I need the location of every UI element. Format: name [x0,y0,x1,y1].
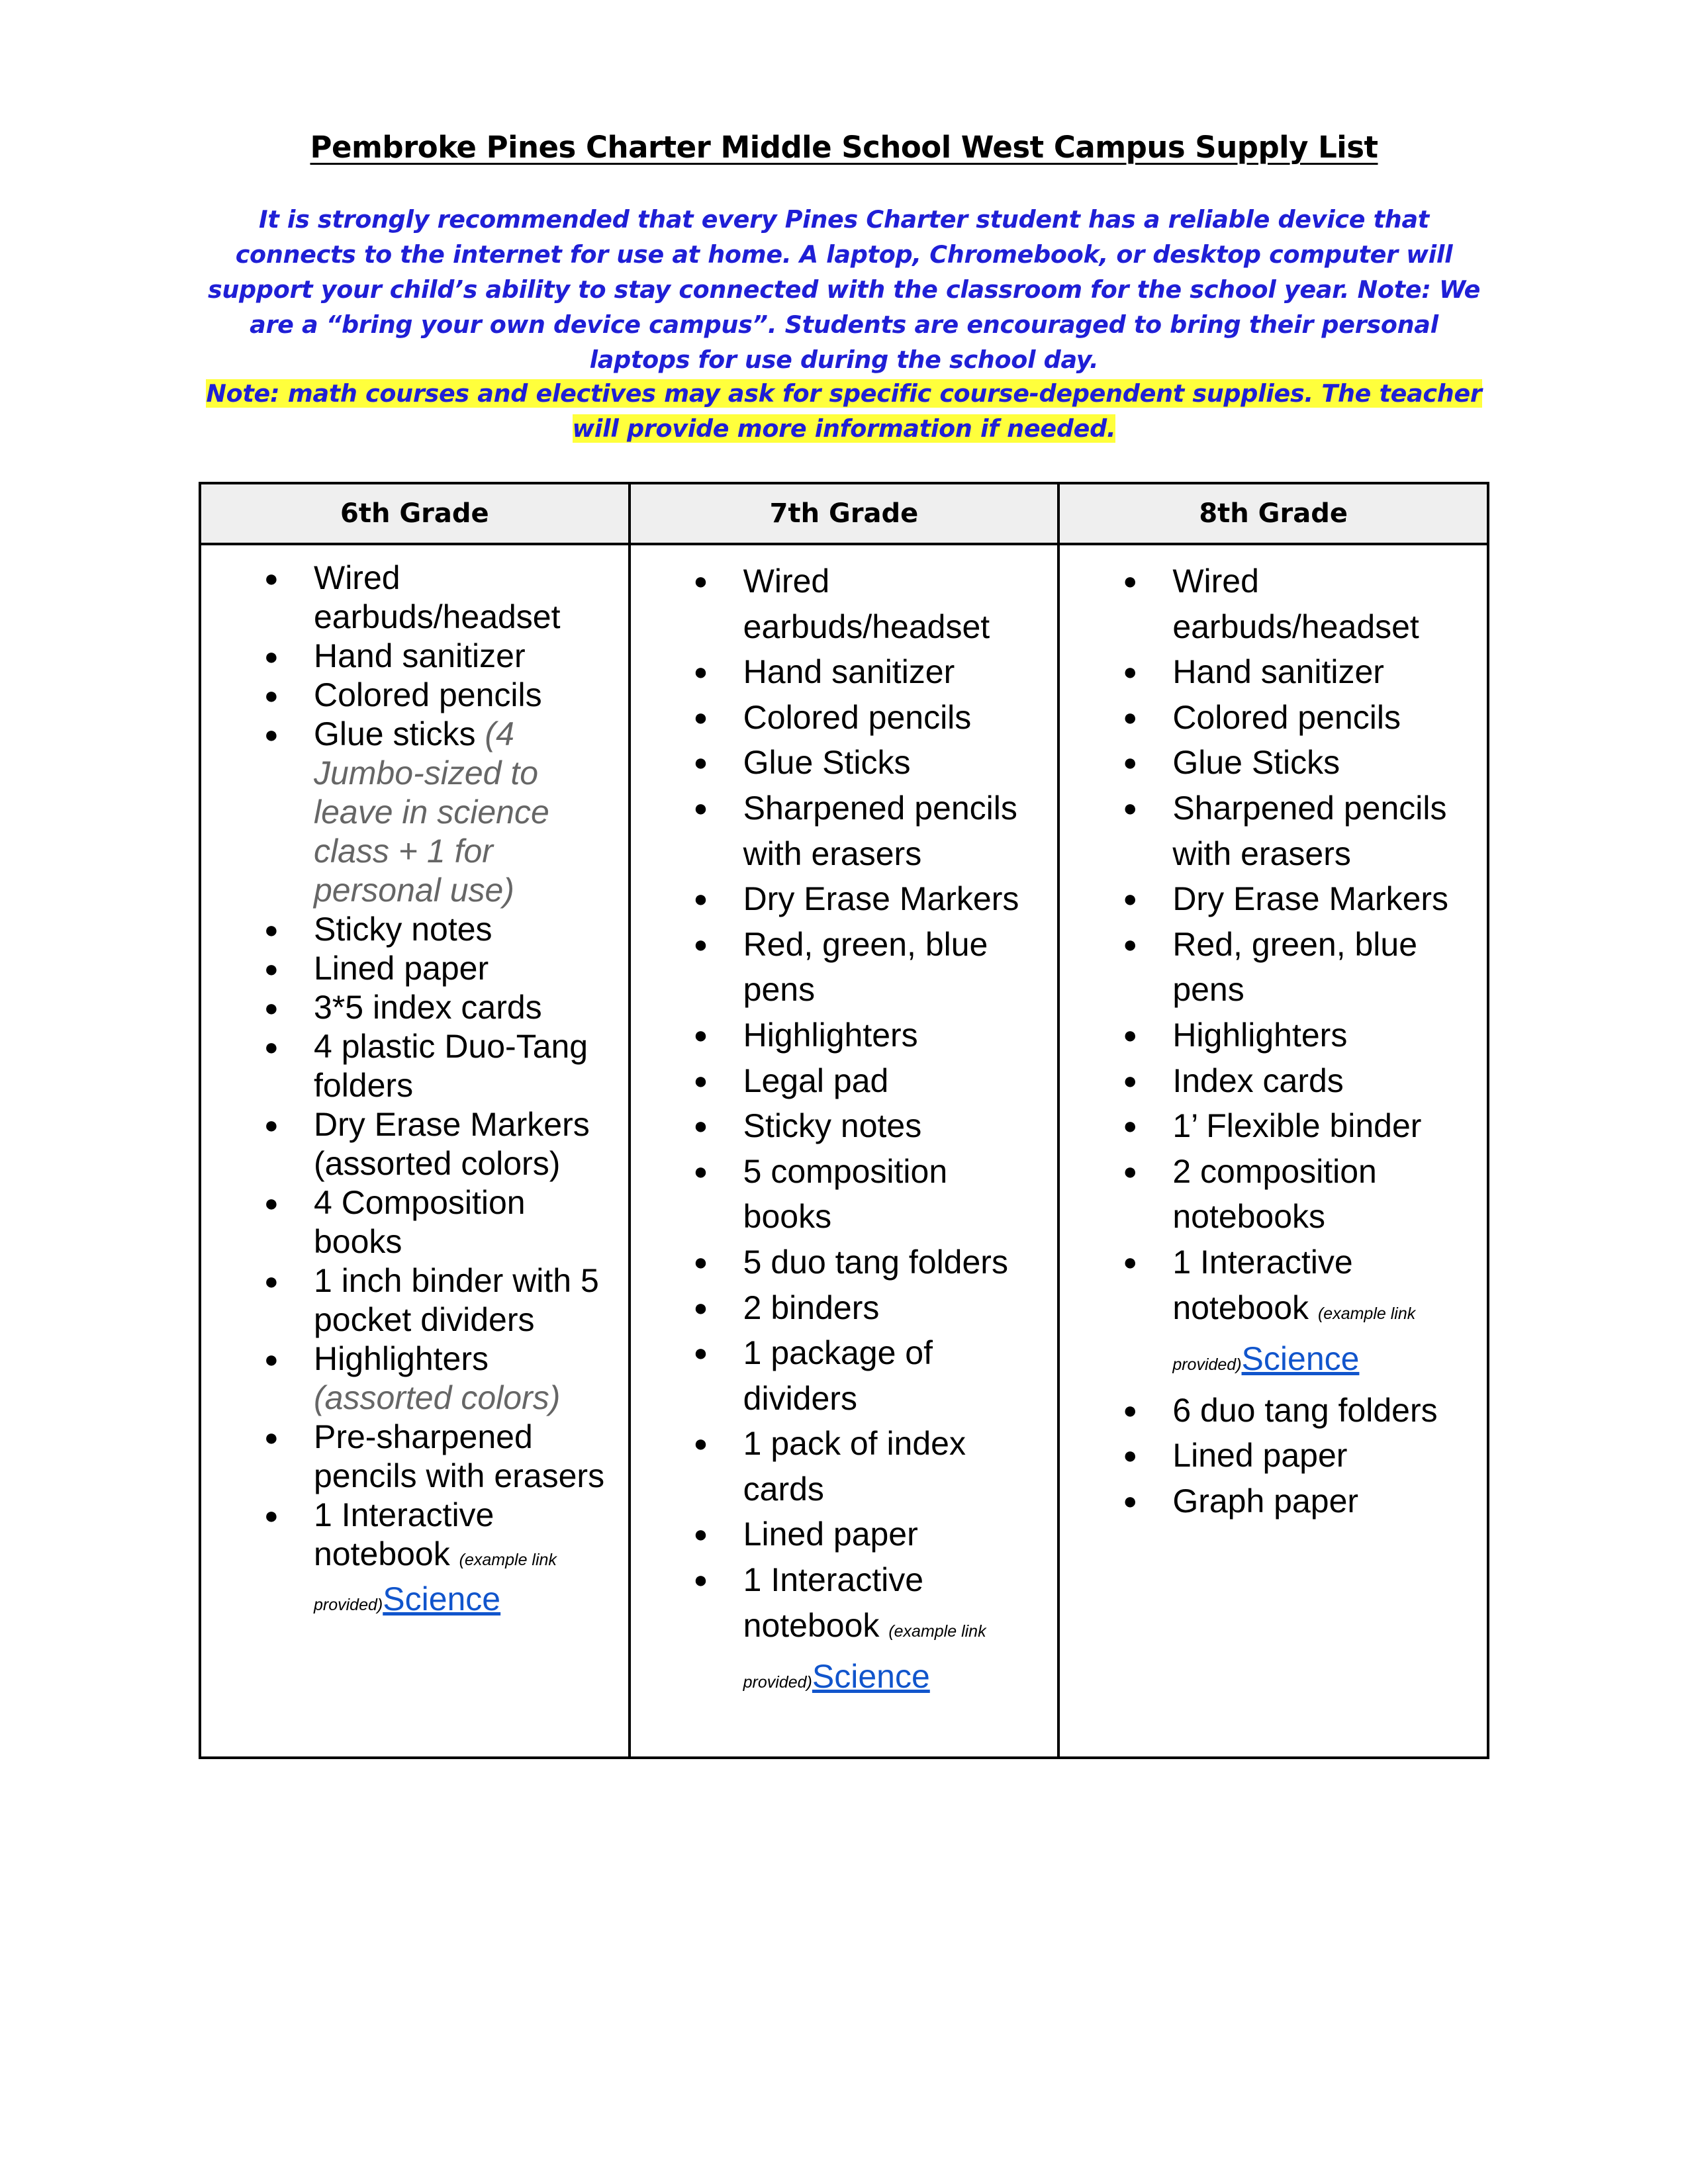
list-item: ● Sticky notes [631,1103,1045,1149]
list-item: ● 1’ Flexible binder [1060,1103,1474,1149]
device-recommendation: It is strongly recommended that every Pines Charter student has a reliable device that connects to the internet for use at home. A laptop, Chromebook, or desktop computer will support your child’s ability to stay connected with the classroom for the school year. Note: We are a “bring your own device campus”. Students are encouraged to bring their personal laptops for use during the school day. [207,205,1481,374]
list-item: ● Hand sanitizer [1060,649,1474,695]
list-item: ● Red, green, blue pens [631,922,1045,1013]
glue-sticks-note: (4 Jumbo-sized to leave in science class + 1 for personal use) [314,715,549,909]
list-item: ● 1 package of dividers [631,1330,1045,1421]
list-item: ● Hand sanitizer [631,649,1045,695]
supply-table [199,482,1489,1759]
table-row [200,544,1488,1758]
list-item: ● Lined paper [201,949,615,988]
list-item: ● Wired earbuds/headset [1060,559,1474,649]
list-item: ● Hand sanitizer [201,637,615,676]
grade-6-column [200,544,630,1758]
list-item-label: 1 Interactive notebook [1172,1243,1353,1326]
list-item: ● 6 duo tang folders [1060,1388,1474,1433]
list-item: ● Glue Sticks [631,740,1045,786]
grade-7-column [630,544,1059,1758]
grade-8-list [1060,545,1487,1524]
list-item: ● Dry Erase Markers [1060,876,1474,922]
list-item: ● Pre-sharpened pencils with erasers [201,1418,615,1496]
list-item: ● 2 composition notebooks [1060,1149,1474,1240]
list-item: ● Lined paper [631,1512,1045,1557]
list-item [1060,1240,1474,1388]
example-link-note: (example link provided) [314,1551,557,1614]
list-item: ● 5 composition books [631,1149,1045,1240]
grade-7-list [631,545,1058,1706]
grade-6-header: 6th Grade [200,483,630,544]
list-item: ● 4 plastic Duo-Tang folders [201,1027,615,1105]
list-item: ● 3*5 index cards [201,988,615,1027]
example-link-note: (example link provided) [1172,1304,1416,1375]
list-item: ● Red, green, blue pens [1060,922,1474,1013]
list-item: ● Graph paper [1060,1479,1474,1524]
table-header-row [200,483,1488,544]
list-item [631,1557,1045,1706]
list-item: ● Highlighters [631,1013,1045,1058]
list-item: ● 4 Composition books [201,1183,615,1261]
list-item: ● Index cards [1060,1058,1474,1104]
grade-8-column [1058,544,1488,1758]
list-item: ● Glue Sticks [1060,740,1474,786]
course-supplies-note [199,376,1489,446]
science-link[interactable]: Science [812,1658,930,1696]
example-link-note: (example link provided) [743,1621,986,1692]
list-item: ● Sharpened pencils with erasers [631,786,1045,876]
list-item: ● Dry Erase Markers (assorted colors) [201,1105,615,1183]
list-item: ● Highlighters [1060,1013,1474,1058]
highlighted-note: Note: math courses and electives may ask for specific course-dependent supplies. The teacher will provide more information if needed. [206,379,1482,443]
list-item-label: Highlighters [314,1340,489,1377]
list-item: ● Colored pencils [1060,695,1474,741]
grade-8-header: 8th Grade [1058,483,1488,544]
list-item: ● 1 inch binder with 5 pocket dividers [201,1261,615,1340]
list-item: ● 5 duo tang folders [631,1240,1045,1285]
list-item-label: 1 Interactive notebook [743,1561,924,1644]
list-item: ● Dry Erase Markers [631,876,1045,922]
list-item [201,1340,615,1418]
list-item: ● Colored pencils [631,695,1045,741]
science-link[interactable]: Science [383,1580,501,1617]
list-item: ● Wired earbuds/headset [201,559,615,637]
list-item: ● Sharpened pencils with erasers [1060,786,1474,876]
list-item: ● 1 pack of index cards [631,1421,1045,1512]
page-title: Pembroke Pines Charter Middle School West Campus Supply List [310,130,1378,165]
grade-7-header: 7th Grade [630,483,1059,544]
highlighters-note: (assorted colors) [314,1379,561,1416]
list-item: ● Colored pencils [201,676,615,715]
list-item: ● 2 binders [631,1285,1045,1331]
list-item [201,1496,615,1625]
list-item: ● Wired earbuds/headset [631,559,1045,649]
list-item-label: Glue sticks [314,715,476,752]
list-item-label: 1 Interactive notebook [314,1496,494,1572]
list-item [201,715,615,910]
list-item: ● Legal pad [631,1058,1045,1104]
list-item: ● Lined paper [1060,1433,1474,1479]
list-item: ● Sticky notes [201,910,615,949]
grade-6-list [201,545,628,1625]
science-link[interactable]: Science [1241,1340,1360,1378]
